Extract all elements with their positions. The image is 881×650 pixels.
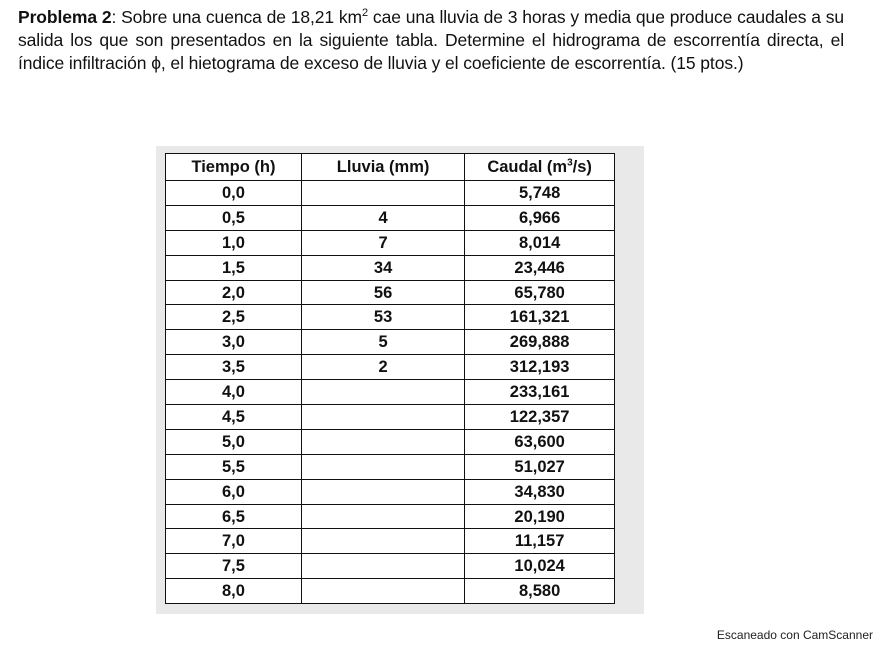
rain-cell — [301, 429, 464, 454]
table-row — [166, 405, 615, 430]
flow-cell: 161,321 — [465, 305, 615, 330]
table-row — [166, 554, 615, 579]
time-cell: 7,5 — [166, 554, 302, 579]
table-row — [166, 454, 615, 479]
header-flow-suffix: /s) — [572, 158, 592, 176]
flow-cell: 269,888 — [465, 330, 615, 355]
flow-cell: 122,357 — [465, 405, 615, 430]
flow-cell: 6,966 — [465, 205, 615, 230]
problem-title: Problema 2 — [18, 7, 112, 27]
time-cell: 5,0 — [166, 429, 302, 454]
time-cell: 3,5 — [166, 355, 302, 380]
time-cell: 2,5 — [166, 305, 302, 330]
rain-cell — [301, 504, 464, 529]
table-header-row — [166, 154, 615, 181]
flow-cell: 8,014 — [465, 230, 615, 255]
table-row — [166, 479, 615, 504]
time-cell: 0,5 — [166, 205, 302, 230]
table-row — [166, 504, 615, 529]
flow-cell: 51,027 — [465, 454, 615, 479]
header-flow-exponent: 3 — [567, 157, 573, 169]
table-row — [166, 529, 615, 554]
time-cell: 1,5 — [166, 255, 302, 280]
flow-cell: 8,580 — [465, 579, 615, 604]
rain-cell: 56 — [301, 280, 464, 305]
rain-cell — [301, 380, 464, 405]
flow-cell: 233,161 — [465, 380, 615, 405]
rain-cell — [301, 454, 464, 479]
time-cell: 0,0 — [166, 181, 302, 206]
rain-cell — [301, 405, 464, 430]
table-row — [166, 181, 615, 206]
rain-cell — [301, 181, 464, 206]
rain-cell: 7 — [301, 230, 464, 255]
flow-cell: 34,830 — [465, 479, 615, 504]
table-row — [166, 230, 615, 255]
rain-cell: 5 — [301, 330, 464, 355]
table-row — [166, 330, 615, 355]
rain-cell: 2 — [301, 355, 464, 380]
rain-cell — [301, 579, 464, 604]
time-cell: 5,5 — [166, 454, 302, 479]
table-row — [166, 205, 615, 230]
table-row — [166, 280, 615, 305]
time-cell: 6,0 — [166, 479, 302, 504]
rain-cell — [301, 554, 464, 579]
time-cell: 3,0 — [166, 330, 302, 355]
header-rain: Lluvia (mm) — [301, 154, 464, 181]
time-cell: 1,0 — [166, 230, 302, 255]
time-cell: 7,0 — [166, 529, 302, 554]
rain-cell: 4 — [301, 205, 464, 230]
problem-text-part1: : Sobre una cuenca de 18,21 km — [111, 7, 363, 27]
flow-cell: 63,600 — [465, 429, 615, 454]
table-row — [166, 305, 615, 330]
table-row — [166, 579, 615, 604]
time-cell: 4,5 — [166, 405, 302, 430]
header-time: Tiempo (h) — [166, 154, 302, 181]
flow-cell: 11,157 — [465, 529, 615, 554]
flow-cell: 312,193 — [465, 355, 615, 380]
problem-statement — [18, 6, 844, 75]
table-row — [166, 429, 615, 454]
table-row — [166, 380, 615, 405]
data-table-container — [156, 146, 644, 614]
rain-cell: 34 — [301, 255, 464, 280]
problem-text-part2: cae una lluvia de 3 horas y media que produce caudales a su salida los que son presentados en la siguiente tabla. Determine el hidrograma de escorrentía directa, el índice infiltración ϕ, el hietograma de exceso de lluvia y el coeficiente de escorrentía. (15 ptos.) — [18, 7, 844, 73]
flow-cell: 65,780 — [465, 280, 615, 305]
time-cell: 4,0 — [166, 380, 302, 405]
rain-cell: 53 — [301, 305, 464, 330]
flow-cell: 10,024 — [465, 554, 615, 579]
rain-cell — [301, 529, 464, 554]
scanner-watermark: Escaneado con CamScanner — [716, 628, 873, 642]
area-exponent: 2 — [362, 7, 369, 20]
rain-cell — [301, 479, 464, 504]
time-cell: 6,5 — [166, 504, 302, 529]
table-row — [166, 355, 615, 380]
flow-cell: 23,446 — [465, 255, 615, 280]
table-body — [166, 181, 615, 604]
table-row — [166, 255, 615, 280]
time-cell: 8,0 — [166, 579, 302, 604]
header-flow — [465, 154, 615, 181]
time-cell: 2,0 — [166, 280, 302, 305]
flow-cell: 20,190 — [465, 504, 615, 529]
data-table — [165, 153, 615, 604]
header-flow-prefix: Caudal (m — [487, 158, 568, 176]
flow-cell: 5,748 — [465, 181, 615, 206]
